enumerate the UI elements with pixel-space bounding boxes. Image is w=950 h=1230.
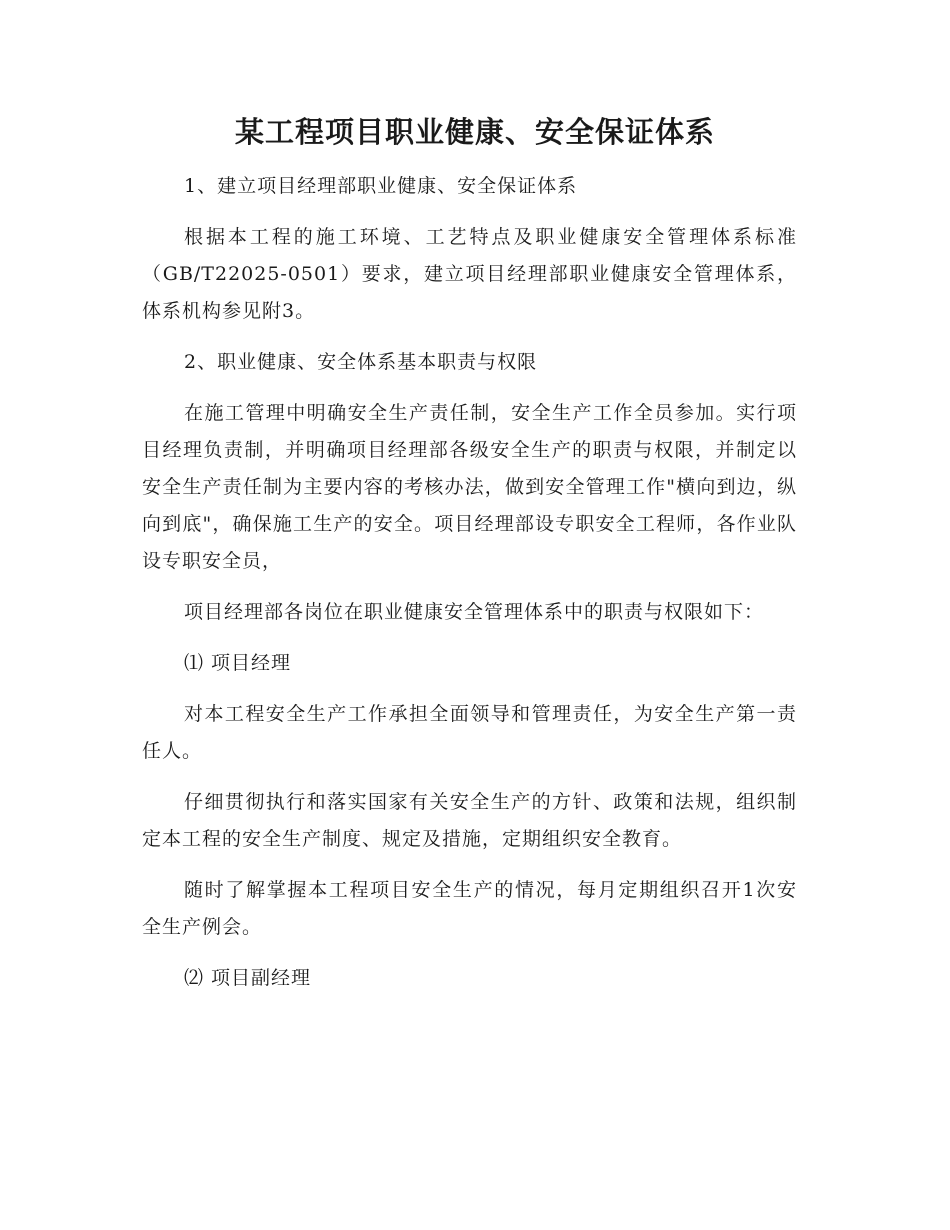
paragraph-pm-duty-1: 对本工程安全生产工作承担全面领导和管理责任，为安全生产第一责任人。 [142, 703, 797, 762]
document-body [142, 168, 797, 997]
paragraph-responsibility: 在施工管理中明确安全生产责任制，安全生产工作全员参加。实行项目经理负责制，并明确项目经理部各级安全生产的职责与权限，并制定以安全生产责任制为主要内容的考核办法，做到安全管理工作"横向到边，纵向到底"，确保施工生产的安全。项目经理部设专职安全工程师，各作业队设专职安全员， [142, 402, 797, 572]
section-heading-2: 2、职业健康、安全体系基本职责与权限 [184, 351, 538, 373]
document-title: 某工程项目职业健康、安全保证体系 [234, 115, 715, 149]
paragraph-pm-duty-3: 随时了解掌握本工程项目安全生产的情况，每月定期组织召开1次安全生产例会。 [142, 879, 797, 938]
paragraph-standard: 根据本工程的施工环境、工艺特点及职业健康安全管理体系标准（GB/T22025-0501）要求，建立项目经理部职业健康安全管理体系，体系机构参见附3。 [142, 226, 797, 322]
paragraph-pm-duty-2: 仔细贯彻执行和落实国家有关安全生产的方针、政策和法规，组织制定本工程的安全生产制度、规定及措施，定期组织安全教育。 [142, 791, 797, 850]
subheading-project-manager: ⑴ 项目经理 [184, 652, 292, 674]
paragraph-roles-intro: 项目经理部各岗位在职业健康安全管理体系中的职责与权限如下： [184, 601, 765, 623]
section-heading-1: 1、建立项目经理部职业健康、安全保证体系 [184, 175, 578, 197]
subheading-deputy-manager: ⑵ 项目副经理 [184, 967, 312, 989]
